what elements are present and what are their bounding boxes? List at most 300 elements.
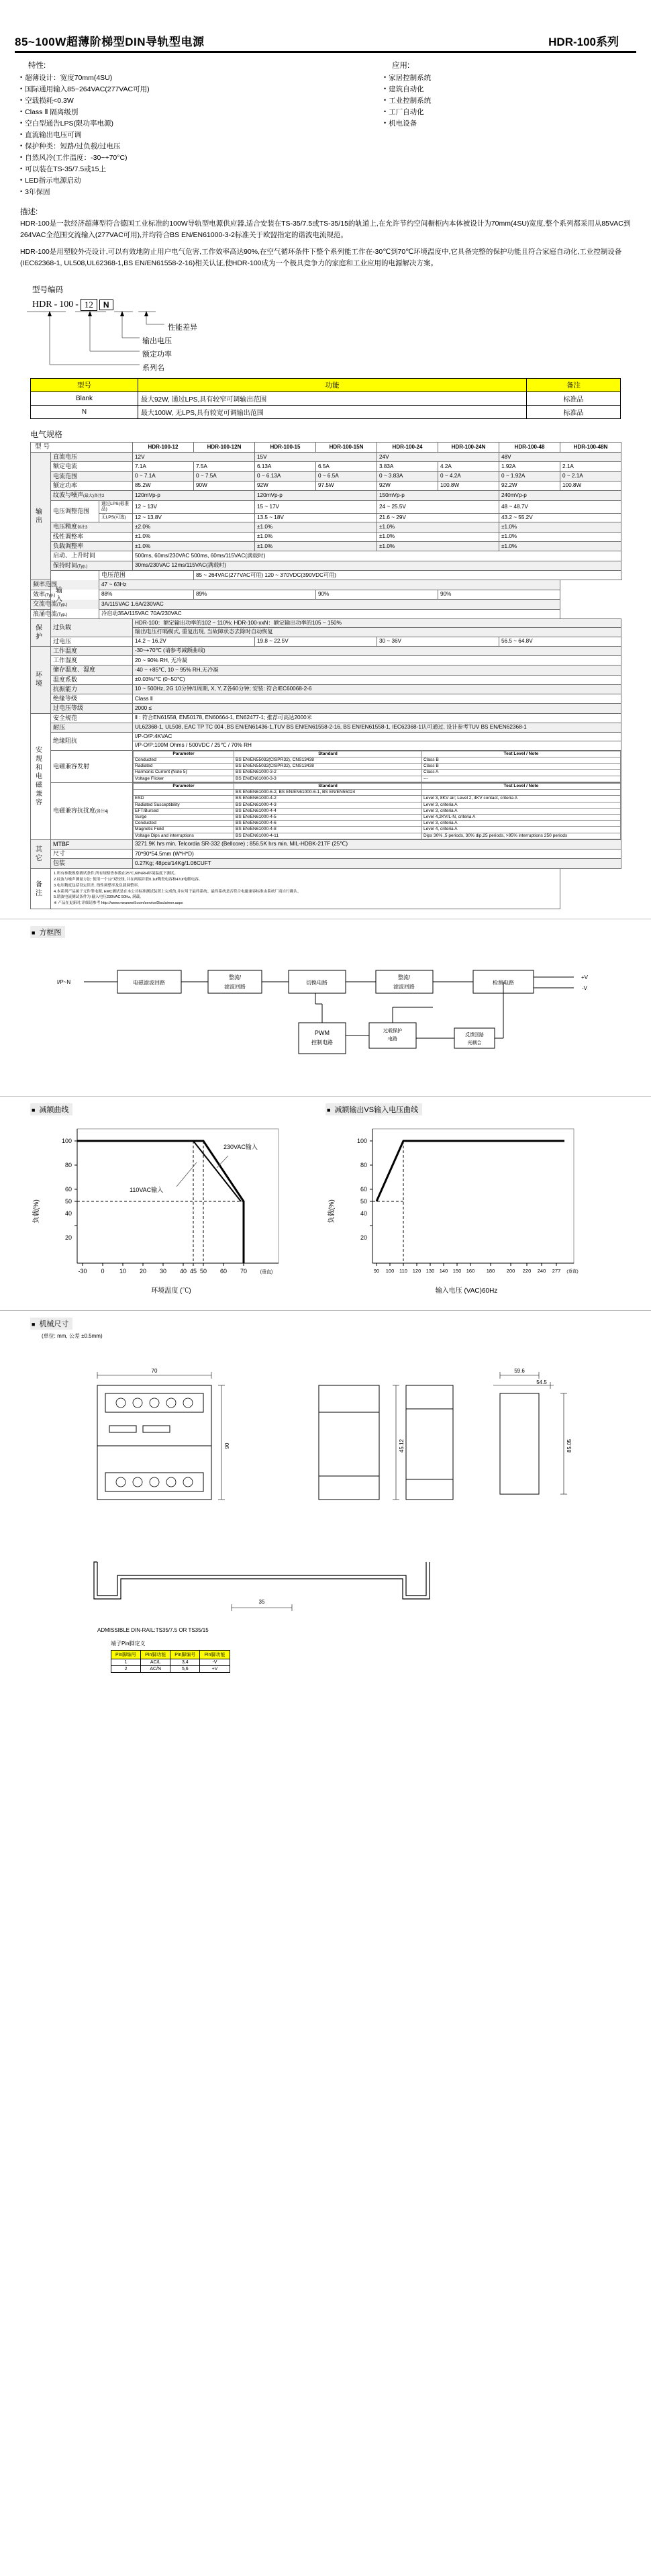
cell: 0.27Kg; 48pcs/14Kg/1.06CUFT <box>133 859 621 868</box>
list-item: • 3年保固 <box>20 187 369 198</box>
cell: 2000 ≤ <box>133 704 621 713</box>
cell: 1.92A <box>499 462 560 471</box>
ytick: 50 <box>360 1198 367 1205</box>
axis-note: (垂直) <box>260 1270 273 1275</box>
cell: 20 ~ 90% RH, 无冷凝 <box>133 656 621 665</box>
list-item: • LED指示电源启动 <box>20 175 369 187</box>
cell: 0 ~ 1.92A <box>499 471 560 481</box>
cell: Conducted <box>134 821 234 827</box>
spec-row-work-temp <box>31 646 621 655</box>
cell: 24 ~ 25.5V <box>377 500 499 513</box>
cell: Surge <box>134 815 234 821</box>
label-switch: 切换电路 <box>306 980 328 986</box>
cell: 3,4 <box>170 1659 200 1666</box>
ytick: 20 <box>360 1234 367 1242</box>
vin-curve-heading: ■ 减额输出VS输入电压曲线 <box>326 1103 422 1115</box>
list-item: • 工厂自动化 <box>384 107 591 118</box>
row-label <box>51 522 133 533</box>
table-row <box>31 392 621 406</box>
cell: 7.5A <box>194 462 255 471</box>
cell: 3A/115VAC 1.6A/230VAC <box>99 600 560 610</box>
list-item: • Class Ⅱ 隔离级别 <box>20 107 369 118</box>
model-col-7: HDR-100-48N <box>560 443 621 453</box>
encoding-part-series: HDR <box>32 300 52 310</box>
xtick: 90 <box>373 1268 380 1275</box>
features-heading: 特性: <box>28 62 46 70</box>
xtick: 277 <box>552 1268 561 1275</box>
cell: 92.2W <box>499 481 560 490</box>
spec-row-safety-standards <box>31 713 621 723</box>
group-other: 其它 <box>31 839 51 868</box>
cell: ±1.0% <box>255 532 377 541</box>
cell: Voltage Flicker <box>134 776 234 782</box>
cell-function: 最大92W, 通过LPS,具有较窄可调输出范围 <box>138 392 527 406</box>
cell: 240mVp-p <box>499 491 621 501</box>
label-ovp-line2: 电路 <box>388 1037 397 1042</box>
cell: 43.2 ~ 55.2V <box>499 514 621 522</box>
list-item: • 机电设备 <box>384 118 591 130</box>
list-item: • 保护种类：短路/过负载/过电压 <box>20 141 369 152</box>
row-label-sub: (最大)备注2 <box>83 494 105 499</box>
xtick: 100 <box>385 1268 395 1275</box>
group-environment: 环境 <box>31 646 51 713</box>
model-col-6: HDR-100-48 <box>499 443 560 453</box>
xtick: 180 <box>486 1268 495 1275</box>
derating-chart-svg <box>30 1121 312 1299</box>
ytick: 40 <box>360 1210 367 1217</box>
description-paragraph: HDR-100是用塑胶外壳设计,可以有效地防止用户电气危害,工作效率高达90%,在空气循环条件下整个系列能工作在-30℃到70℃环境温度中,它具备完整的保护功能且符合家庭自动化,工业控制设备(IEC62368-1, UL508,UL62368-1,BS EN/EN61558-2-16)相关认证,使HDR-100成为一个极具竞争力的家庭和工业应用的电源解决方案。 <box>20 248 622 267</box>
spec-row-accuracy <box>31 522 621 533</box>
row-label: 额定功率 <box>51 481 133 490</box>
spec-row-rated-current <box>31 462 621 471</box>
cell: 0 ~ 4.2A <box>438 471 499 481</box>
xtick: 140 <box>439 1268 448 1275</box>
value-24v: 24V <box>377 453 499 462</box>
cell: Class B <box>422 757 621 763</box>
cell: ±1.0% <box>255 542 377 551</box>
row-label: 直流电压 <box>51 453 133 462</box>
cell: Level 4,2KV/L-N, criteria A <box>422 815 621 821</box>
features-applications <box>0 53 651 198</box>
cell: ±1.0% <box>499 522 621 533</box>
cell: I/P-O/P:100M Ohms / 500VDC / 25℃ / 70% RH <box>133 741 621 750</box>
cell: 0 ~ 3.83A <box>377 471 438 481</box>
note-line: 1.所有参数规格测试条件,所有规格皆参数在25℃,60%RH环境温度下测试。 <box>54 871 178 876</box>
row-label: 安全规范 <box>51 713 133 723</box>
cell: EFT/Bursed <box>134 808 234 814</box>
table-row <box>31 406 621 419</box>
cell: Radiated <box>134 764 234 770</box>
mechanical-heading: ■ 机械尺寸 <box>30 1318 72 1330</box>
model-col-4: HDR-100-24 <box>377 443 438 453</box>
cell: 500ms, 60ms/230VAC 500ms, 60ms/115VAC(满载时) <box>133 551 621 561</box>
spec-row-overload-1 <box>31 619 621 628</box>
group-input: 输入 <box>51 571 99 619</box>
spec-row-notes <box>31 868 621 909</box>
cell-remark: 标准品 <box>527 392 621 406</box>
cell: 92W <box>255 481 316 490</box>
spec-row-emc-emission <box>31 750 621 782</box>
cell: BS EN/EN55032(CISPR32), CNS13438 <box>234 764 422 770</box>
cell: BS EN/EN61000-6-2, BS EN/EN61000-6-1, BS EN/EN55024 <box>234 790 422 796</box>
row-label: 工作温度 <box>51 646 133 655</box>
cell: 70*90*54.5mm (W*H*D) <box>133 849 621 859</box>
table-row <box>134 757 621 763</box>
cell: ±1.0% <box>499 532 621 541</box>
cell: ±1.0% <box>133 542 255 551</box>
spec-row-size <box>31 849 621 859</box>
model-encoding <box>0 275 651 375</box>
cell: 88% <box>99 590 194 600</box>
spec-row-line-reg <box>31 532 621 541</box>
row-label: 负载调整率 <box>51 542 133 551</box>
emc-immunity-cell <box>133 782 621 839</box>
note-line: 2.纹波与噪声测量方法: 使用一个12"双绞线, 并在两端并联0.1uf陶瓷电容和47uf电解电容。 <box>54 877 203 882</box>
cell: BS EN/EN61000-4-6 <box>234 821 422 827</box>
list-item: • 建筑自动化 <box>384 84 591 95</box>
cell: 30ms/230VAC 12ms/115VAC(满载时) <box>133 561 621 571</box>
xtick: 70 <box>240 1268 248 1275</box>
cell: 0 ~ 6.13A <box>255 471 316 481</box>
row-label: MTBF <box>51 839 133 849</box>
col-pin-fn-1: Pin脚功能 <box>141 1651 170 1659</box>
table-row <box>134 802 621 808</box>
table-row <box>134 764 621 770</box>
label-fb-line1: 反馈回路 <box>465 1033 484 1038</box>
xtick: 120 <box>412 1268 421 1275</box>
mechanical-drawing-svg <box>30 1345 621 1547</box>
row-label-text: 交流电流 <box>33 600 58 608</box>
table-header-row <box>134 751 621 757</box>
cell-function: 最大100W, 无LPS,具有较宽可调输出范围 <box>138 406 527 419</box>
table-row <box>111 1666 230 1673</box>
cell: Level 3, criteria A <box>422 802 621 808</box>
row-label: 绝缘等级 <box>51 694 133 704</box>
cell: 4.2A <box>438 462 499 471</box>
xtick: 60 <box>219 1268 228 1275</box>
cell: 13.5 ~ 18V <box>255 514 377 522</box>
cell: 120mVp-p <box>133 491 255 501</box>
spec-row-ac-current <box>31 600 621 610</box>
spec-row-frequency <box>31 580 621 590</box>
spec-model-label: 型号 <box>31 443 133 453</box>
cell: 3271.9K hrs min. Telcordia SR-332 (Bellcore) ; 856.5K hrs min. MIL-HDBK-217F (25℃) <box>133 839 621 849</box>
group-output: 输出 <box>31 453 51 580</box>
ytick: 60 <box>64 1186 72 1193</box>
cell: 输出电压打嗝模式, 重复出现, 当故障状态去除时自动恢复 <box>133 628 621 637</box>
encoding-label-series: 系列名 <box>142 364 164 373</box>
cell: 5,6 <box>170 1666 200 1673</box>
spec-row-insulation-class <box>31 694 621 704</box>
xtick: -30 <box>78 1268 87 1275</box>
cell: Radiated Susceptibility <box>134 802 234 808</box>
cell: Class A <box>422 770 621 776</box>
derating-heading: ■ 减额曲线 <box>30 1103 72 1115</box>
cell: 14.2 ~ 16.2V <box>133 637 255 646</box>
xtick: 130 <box>425 1268 435 1275</box>
description-heading: 描述: <box>20 208 38 216</box>
cell: Magnetic Field <box>134 827 234 833</box>
cell: BS EN/EN61000-4-2 <box>234 796 422 802</box>
cell: 6.13A <box>255 462 316 471</box>
label-pwm: PWM <box>315 1029 330 1037</box>
vin-chart-svg <box>326 1121 607 1299</box>
cell: 150mVp-p <box>377 491 499 501</box>
group-safety: 安规和电磁兼容 <box>31 713 51 839</box>
cell: 90W <box>194 481 255 490</box>
row-label-sub: (Typ.) <box>57 612 68 617</box>
cell: 3.83A <box>377 462 438 471</box>
spec-row-emc-immunity <box>31 782 621 839</box>
cell: 12 ~ 13.8V <box>133 514 255 522</box>
series-name: HDR-100系列 <box>548 36 619 48</box>
cell: 0 ~ 7.5A <box>194 471 255 481</box>
cell: Harmonic Current (Note 5) <box>134 770 234 776</box>
row-label-text: 电压精度 <box>53 523 78 531</box>
row-label-sub: (Typ.) <box>45 593 56 598</box>
ytick: 20 <box>64 1234 72 1242</box>
curves-section <box>0 1096 651 1301</box>
spec-row-dc-voltage <box>31 453 621 462</box>
cell: Level 3, 8KV air; Level 2, 4KV contact, criteria A <box>422 796 621 802</box>
spec-row-ripple <box>31 491 621 501</box>
row-label-text: 保持时间 <box>53 561 78 569</box>
y-axis-label: 负载(%) <box>328 1199 336 1224</box>
label-input: I/P~N <box>56 979 71 986</box>
cell: -40 ~ +85℃, 10 ~ 95% RH,无冷凝 <box>133 665 621 675</box>
ytick: 100 <box>356 1138 367 1145</box>
row-label: 耐压 <box>51 723 133 732</box>
applications-list <box>384 73 591 130</box>
cell: 0 ~ 2.1A <box>560 471 621 481</box>
derating-chart <box>30 1121 326 1301</box>
cell: 100.8W <box>438 481 499 490</box>
encoding-dash: - <box>54 300 58 310</box>
encoding-label-voltage: 输出电压 <box>142 337 172 346</box>
x-axis-label: 环境温度 (℃) <box>151 1287 191 1295</box>
row-label <box>31 600 99 610</box>
group-protection: 保护 <box>31 619 51 647</box>
cell: Level 3, criteria A <box>422 821 621 827</box>
row-label <box>51 561 133 571</box>
description-paragraph: HDR-100是一款经济超薄型符合德国工业标准的100W导轨型电源供应器,适合安装在TS-35/7.5或TS-35/15的轨道上,在允许节约空间橱柜内本体被设计为70mm(4SU)宽度,整个系列都采用从85VAC到264VAC全范围交流输入(277VAC可用),并均符合BS EN/EN61000-3-2标准关于欧盟指定的谐波电流规范。 <box>20 220 631 239</box>
axis-note: (垂直) <box>566 1269 579 1275</box>
cell: --- <box>422 776 621 782</box>
cell: Level 3, criteria A <box>422 808 621 814</box>
pin-definition-table <box>111 1650 230 1673</box>
group-notes: 备注 <box>31 868 51 909</box>
spec-row-withstand <box>31 723 621 732</box>
dim-height2: 85.05 <box>566 1439 572 1453</box>
table-row <box>134 833 621 839</box>
list-item: • 超薄设计：宽度70mm(4SU) <box>20 73 369 84</box>
table-header-row <box>134 783 621 789</box>
cell-model: Blank <box>31 392 138 406</box>
spec-row-altitude <box>31 704 621 713</box>
cell: 90% <box>316 590 438 600</box>
cell: Ⅱ : 符合EN61558, EN50178, EN60664-1, EN62477-1; 推荐可高达2000米 <box>133 713 621 723</box>
applications-heading: 应用: <box>392 62 410 70</box>
spec-row-rated-power <box>31 481 621 490</box>
cell: -30~+70℃ (请参考减额曲线) <box>133 646 621 655</box>
col-standard: Standard <box>234 751 422 757</box>
cell: 97.5W <box>316 481 377 490</box>
cell: BS EN/EN55032(CISPR32), CNS13438 <box>234 757 422 763</box>
row-sublabel: 无LPS(可选) <box>99 514 133 522</box>
row-label: 电压范围 <box>99 571 194 580</box>
cell-model: N <box>31 406 138 419</box>
spec-row-input-voltage <box>31 571 621 580</box>
encoding-part-voltage: 12 <box>81 299 97 311</box>
din-rail-note: ADMISSIBLE DIN-RAIL:TS35/7.5 OR TS35/15 <box>97 1627 209 1634</box>
ytick: 40 <box>64 1210 72 1217</box>
label-detect: 检测电路 <box>493 980 514 986</box>
dim-depth2: 54.5 <box>536 1379 547 1386</box>
cell: -V <box>200 1659 230 1666</box>
block-diagram-heading: ■ 方框图 <box>30 926 65 938</box>
ytick: 50 <box>64 1198 72 1205</box>
cell: +V <box>200 1666 230 1673</box>
row-label: 过负载 <box>51 619 133 637</box>
col-model: 型号 <box>31 379 138 392</box>
row-label: 电压调整范围 <box>51 500 99 522</box>
row-label-sub: (Typ.) <box>57 603 68 608</box>
label-pwm-sub: 控制电路 <box>311 1040 333 1046</box>
label-emi: 电磁滤波回路 <box>133 980 165 986</box>
note-line: 4.本系列产品属于元件型电源, EMC测试是在本公司标准测试装置上完成的,并应用于最终系统。最终系统是否符合电磁兼容标准由系统厂商自行确认。 <box>54 889 301 894</box>
emc-emission-cell <box>133 750 621 782</box>
series-load <box>377 1141 564 1201</box>
encoding-part-power: 100 <box>59 300 74 310</box>
cell: 30 ~ 36V <box>377 637 499 646</box>
note-line: ※ 产品在更新时,详细请参考 http://www.meanwell.com/serviceDisclaimer.aspx <box>54 901 183 906</box>
cell: 1 <box>111 1659 141 1666</box>
series-label-230: 230VAC输入 <box>223 1144 258 1151</box>
cell: ESD <box>134 796 234 802</box>
encoding-label-variant: 性能差异 <box>168 324 197 332</box>
col-parameter: Parameter <box>134 783 234 789</box>
list-item: • 国际通用输入85~264VAC(277VAC可用) <box>20 84 369 95</box>
cell: 2 <box>111 1666 141 1673</box>
row-label <box>31 590 99 600</box>
row-label-text: 电磁兼容抗扰度 <box>53 807 96 815</box>
cell: BS EN/EN61000-4-11 <box>234 833 422 839</box>
cell: HDR-100：额定输出功率的102 ~ 110%; HDR-100-xxN：额定输出功率的105 ~ 150% <box>133 619 621 628</box>
block-diagram-panel <box>30 944 621 1087</box>
row-label: 启动、上升时间 <box>51 551 133 561</box>
table-header-row <box>111 1651 230 1659</box>
xtick: 50 <box>199 1268 207 1275</box>
model-variant-table <box>30 378 621 419</box>
col-parameter: Parameter <box>134 751 234 757</box>
cell: 10 ~ 500Hz, 2G 10分钟/1周期, X, Y, Z各60分钟; 安装: 符合IEC60068-2-6 <box>133 684 621 694</box>
encoding-title: 型号编码 <box>32 286 63 295</box>
table-row <box>134 815 621 821</box>
cell: ±1.0% <box>377 532 499 541</box>
row-label: 额定电流 <box>51 462 133 471</box>
cell: 48 ~ 48.7V <box>499 500 621 513</box>
row-label-text: 纹波与噪声 <box>53 492 84 499</box>
row-label: 线性调整率 <box>51 532 133 541</box>
cell: 15 ~ 17V <box>255 500 377 513</box>
dim-width: 70 <box>151 1368 158 1375</box>
cell: 89% <box>194 590 316 600</box>
label-rect1-line2: 滤波回路 <box>224 984 246 991</box>
cell: Level 4, criteria A <box>422 827 621 833</box>
cell: I/P-O/P:4KVAC <box>133 733 621 741</box>
curves-panel <box>30 1121 621 1301</box>
cell: ±1.0% <box>377 522 499 533</box>
series-label-110: 110VAC输入 <box>130 1187 164 1194</box>
cell: UL62368-1, UL508, EAC TP TC 004 ,BS EN/EN61436-1,TUV BS EN/EN61558-2-16, BS EN/EN61558-1, IEC62368-1认可通过, 设计参考TUV BS EN/EN62368-1 <box>133 723 621 732</box>
row-label <box>51 782 133 839</box>
ytick: 100 <box>61 1138 72 1145</box>
row-label: 绝缘阻抗 <box>51 733 133 751</box>
cell: ±1.0% <box>133 532 255 541</box>
row-label-sub: 备注3 <box>77 526 88 531</box>
note-line: 3.电压精度包括设定误差, 线性调整率及负载调整率。 <box>54 883 142 888</box>
table-row <box>134 796 621 802</box>
mechanical-panel <box>30 1345 621 1673</box>
xtick: 160 <box>466 1268 475 1275</box>
table-row <box>134 821 621 827</box>
cell: BS EN/EN61000-3-3 <box>234 776 422 782</box>
cell: BS EN/EN61000-4-4 <box>234 808 422 814</box>
label-out-neg: -V <box>582 985 587 992</box>
spec-row-startup <box>31 551 621 561</box>
spec-row-efficiency <box>31 590 621 600</box>
cell-remark: 标准品 <box>527 406 621 419</box>
note-line: 5.谐波电流测试条件为:输入电压230VAC 50Hz, 满载。 <box>54 895 144 900</box>
table-row <box>134 827 621 833</box>
list-item: • 空载损耗<0.3W <box>20 95 369 107</box>
list-item: • 家居控制系统 <box>384 73 591 84</box>
cell: 7.1A <box>133 462 194 471</box>
dim-rail: 35 <box>258 1599 265 1606</box>
row-label-text: 浪涌电流 <box>33 610 58 617</box>
label-rect2-line2: 滤波回路 <box>393 984 415 991</box>
page-title: 85~100W超薄阶梯型DIN导轨型电源 <box>15 36 205 48</box>
cell: ±0.03%/℃ (0~50℃) <box>133 675 621 684</box>
emc-immunity-table <box>133 783 621 839</box>
features-column <box>20 60 369 198</box>
row-label: 电流范围 <box>51 471 133 481</box>
row-label <box>51 491 133 501</box>
cell: 90% <box>438 590 560 600</box>
spec-row-hold <box>31 561 621 571</box>
applications-column <box>369 60 591 198</box>
x-axis-label: 输入电压 (VAC)60Hz <box>435 1287 498 1295</box>
label-out-pos: +V <box>581 974 589 981</box>
table-row <box>134 776 621 782</box>
model-col-3: HDR-100-15N <box>316 443 377 453</box>
spec-row-temp-coef <box>31 675 621 684</box>
y-axis-label: 负载(%) <box>33 1199 40 1224</box>
cell <box>422 790 621 796</box>
xtick: 240 <box>537 1268 546 1275</box>
cell: 2.1A <box>560 462 621 471</box>
cell: 56.5 ~ 64.8V <box>499 637 621 646</box>
value-12v: 12V <box>133 453 255 462</box>
cell: 6.5A <box>316 462 377 471</box>
cell: Conducted <box>134 757 234 763</box>
spec-row-overvoltage <box>31 637 621 646</box>
xtick: 200 <box>506 1268 515 1275</box>
row-label: 过电压 <box>51 637 133 646</box>
spec-section-title: 电气规格 <box>30 430 63 440</box>
cell: 12 ~ 13V <box>133 500 255 513</box>
table-header-row <box>31 379 621 392</box>
